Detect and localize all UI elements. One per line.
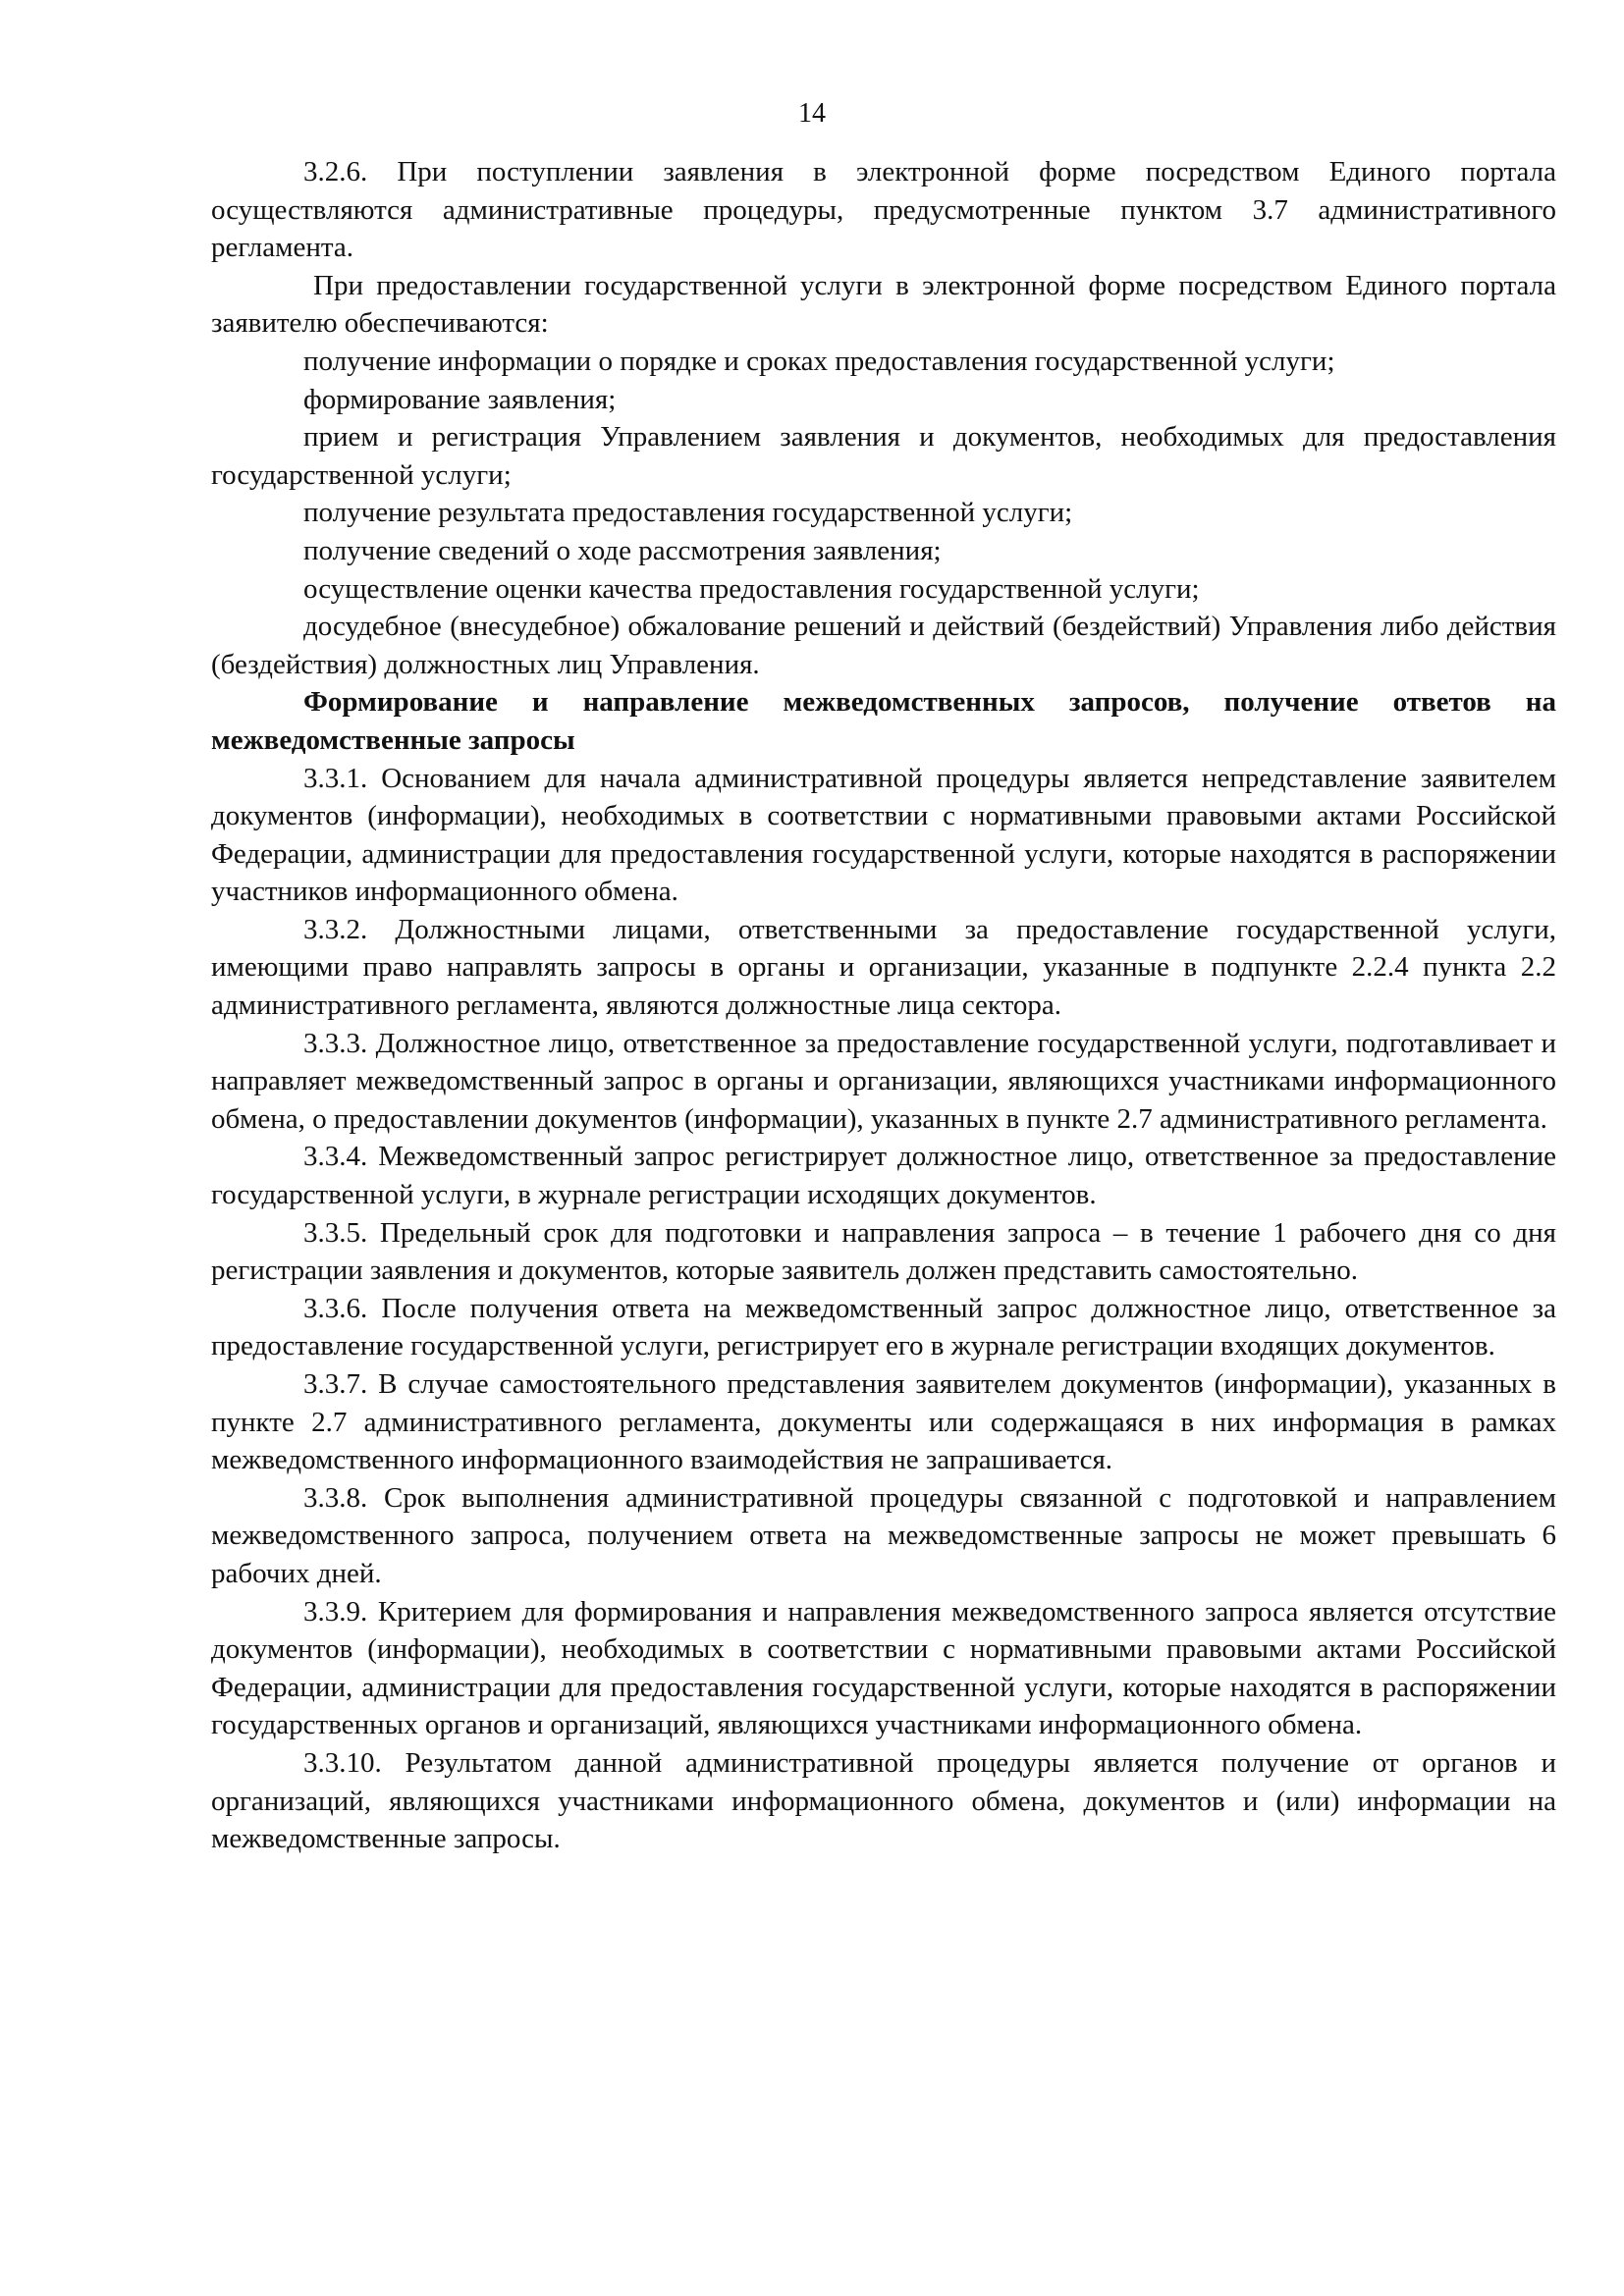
clause: 3.3.9. Критерием для формирования и направления межведомственного запроса является отсутствие документов (информации), необходимых в соответствии с нормативными правовыми актами Российской Федерации, администрации для предоставления государственной услуги, которые находятся в распоряжении государственных органов и организаций, являющихся участниками информационного обмена. — [211, 1595, 1556, 1741]
clause: 3.3.4. Межведомственный запрос регистрирует должностное лицо, ответственное за предоставление государственной услуги, в журнале регистрации исходящих документов. — [211, 1141, 1556, 1211]
paragraph: 3.2.6. При поступлении заявления в электронной форме посредством Единого портала осуществляются административные процедуры, предусмотренные пунктом 3.7 административного регламента. — [211, 156, 1556, 264]
paragraph: При предоставлении государственной услуги в электронной форме посредством Единого портала заявителю обеспечиваются: — [211, 269, 1556, 340]
clause: 3.3.6. После получения ответа на межведомственный запрос должностное лицо, ответственное за предоставление государственной услуги, регистрирует его в журнале регистрации входящих документов. — [211, 1292, 1556, 1362]
document-body — [211, 153, 1556, 1858]
list-item: получение сведений о ходе рассмотрения заявления; — [303, 534, 942, 566]
clause: 3.3.1. Основанием для начала административной процедуры является непредставление заявителем документов (информации), необходимых в соответствии с нормативными правовыми актами Российской Федерации, администрации для предоставления государственной услуги, которые находятся в распоряжении участников информационного обмена. — [211, 762, 1556, 908]
page-number: 14 — [798, 98, 826, 129]
clause: 3.3.5. Предельный срок для подготовки и направления запроса – в течение 1 рабочего дня со дня регистрации заявления и документов, которые заявитель должен представить самостоятельно. — [211, 1216, 1556, 1287]
list-item: получение информации о порядке и сроках предоставления государственной услуги; — [303, 345, 1335, 377]
list-item: осуществление оценки качества предоставления государственной услуги; — [303, 572, 1200, 605]
clause: 3.3.10. Результатом данной административной процедуры является получение от органов и организаций, являющихся участниками информационного обмена, документов и (или) информации на межведомственные запросы. — [211, 1746, 1556, 1855]
section-heading: Формирование и направление межведомственных запросов, получение ответов на межведомственные запросы — [211, 686, 1556, 756]
clause: 3.3.8. Срок выполнения административной процедуры связанной с подготовкой и направлением межведомственного запроса, получением ответа на межведомственные запросы не может превышать 6 рабочих дней. — [211, 1481, 1556, 1589]
clause: 3.3.3. Должностное лицо, ответственное за предоставление государственной услуги, подготавливает и направляет межведомственный запрос в органы и организации, являющихся участниками информационного обмена, о предоставлении документов (информации), указанных в пункте 2.7 административного регламента. — [211, 1027, 1556, 1135]
list-item: формирование заявления; — [303, 383, 617, 415]
list-item: получение результата предоставления государственной услуги; — [303, 497, 1073, 529]
list-item: досудебное (внесудебное) обжалование решений и действий (бездействий) Управления либо действия (бездействия) должностных лиц Управления. — [211, 611, 1556, 680]
clause: 3.3.2. Должностными лицами, ответственными за предоставление государственной услуги, имеющими право направлять запросы в органы и организации, указанные в подпункте 2.2.4 пункта 2.2 административного регламента, являются должностные лица сектора. — [211, 913, 1556, 1022]
list-item: прием и регистрация Управлением заявления и документов, необходимых для предоставления государственной услуги; — [211, 421, 1556, 491]
clause: 3.3.7. В случае самостоятельного представления заявителем документов (информации), указанных в пункте 2.7 административного регламента, документы или содержащаяся в них информация в рамках межведомственного информационного взаимодействия не запрашивается. — [211, 1368, 1556, 1476]
